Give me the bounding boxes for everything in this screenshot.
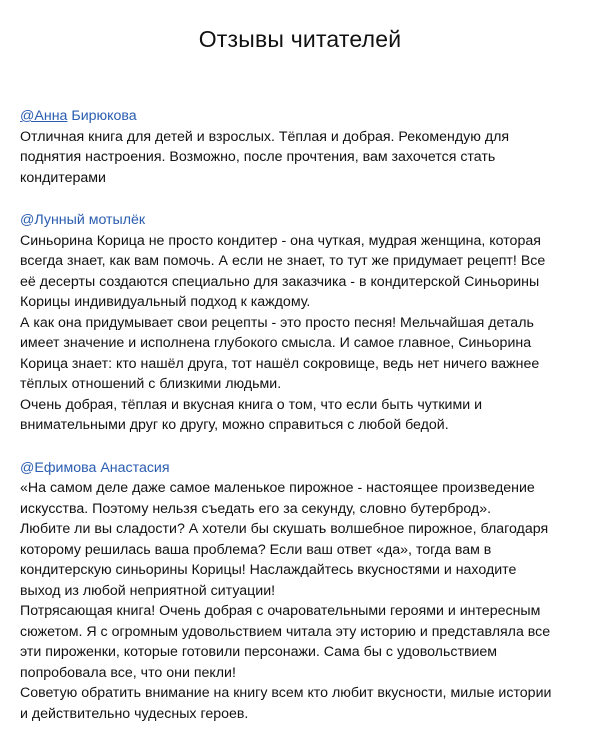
review-2 <box>20 210 595 436</box>
review-text-line: Советую обратить внимание на книгу всем кто любит вкусности, милые истории <box>20 685 552 701</box>
review-text-line: Отличная книга для детей и взрослых. Тёплая и добрая. Рекомендую для <box>20 128 510 145</box>
reviews-list <box>20 106 595 746</box>
review-text-line: кондитерскую синьорины Корицы! Наслаждайтесь вкусностями и находите <box>20 562 517 578</box>
review-text-line: Потрясающая книга! Очень добрая с очаровательными героями и интересным <box>20 603 541 619</box>
review-text-line: искусства. Поэтому нельзя съедать его за секунду, словно бутерброд». <box>20 500 492 517</box>
review-text-line: её десерты создаются специально для заказчика - в кондитерской Синьорины <box>20 273 540 290</box>
review-1 <box>20 106 595 188</box>
review-text-line: Любите ли вы сладости? А хотели бы скушать волшебное пирожное, благодаря <box>20 521 549 537</box>
review-author <box>20 458 595 479</box>
review-author <box>20 106 595 127</box>
author-name: @Лунный мотылёк <box>20 212 146 228</box>
review-text-line: тёплых отношений с близкими людьми. <box>20 376 282 392</box>
review-text-line: эти пироженки, которые готовили персонажи. Сама бы с удовольствием <box>20 644 498 660</box>
review-text-line: А как она придумывает свои рецепты - это просто песня! Мельчайшая деталь <box>20 314 534 331</box>
review-text-line: попробовала все, что они пекли! <box>20 664 236 681</box>
review-text-line: внимательными друг ко другу, можно справиться с любой бедой. <box>20 417 449 433</box>
review-text-line: имеет значение и исполнена глубокого смысла. И самое главное, Синьорина <box>20 335 532 351</box>
review-text-line: Корицы индивидуальный подход к каждому. <box>20 294 311 310</box>
review-text-line: «На самом деле даже самое маленькое пирожное - настоящее произведение <box>20 480 535 496</box>
review-text-line: поднятия настроения. Возможно, после прочтения, вам захочется стать <box>20 149 496 165</box>
review-text-line: Синьорина Корица не просто кондитер - она чуткая, мудрая женщина, которая <box>20 232 541 249</box>
review-text-line: Корица знает: кто нашёл друга, тот нашёл сокровище, ведь нет ничего важнее <box>20 355 540 372</box>
review-text-line: всегда знает, как вам помочь. А если не знает, то тут же придумает рецепт! Все <box>20 253 546 269</box>
review-text-line: кондитерами <box>20 169 106 186</box>
review-text-line: которому решилась ваша проблема? Если ваш ответ «да», тогда вам в <box>20 541 492 558</box>
author-mention-link[interactable]: @Анна <box>20 108 68 124</box>
review-author <box>20 210 595 231</box>
review-text-line: и действительно чудесных героев. <box>20 705 249 722</box>
page-title: Отзывы читателей <box>198 26 402 52</box>
author-name: Бирюкова <box>67 108 137 124</box>
review-text-line: выход из любой неприятной ситуации! <box>20 582 276 599</box>
review-text-line: Очень добрая, тёплая и вкусная книга о том, что если быть чуткими и <box>20 396 483 413</box>
author-name: @Ефимова Анастасия <box>20 459 170 476</box>
review-text-line: сюжетом. Я с огромным удовольствием читала эту историю и представляла все <box>20 623 551 640</box>
review-3 <box>20 458 595 725</box>
